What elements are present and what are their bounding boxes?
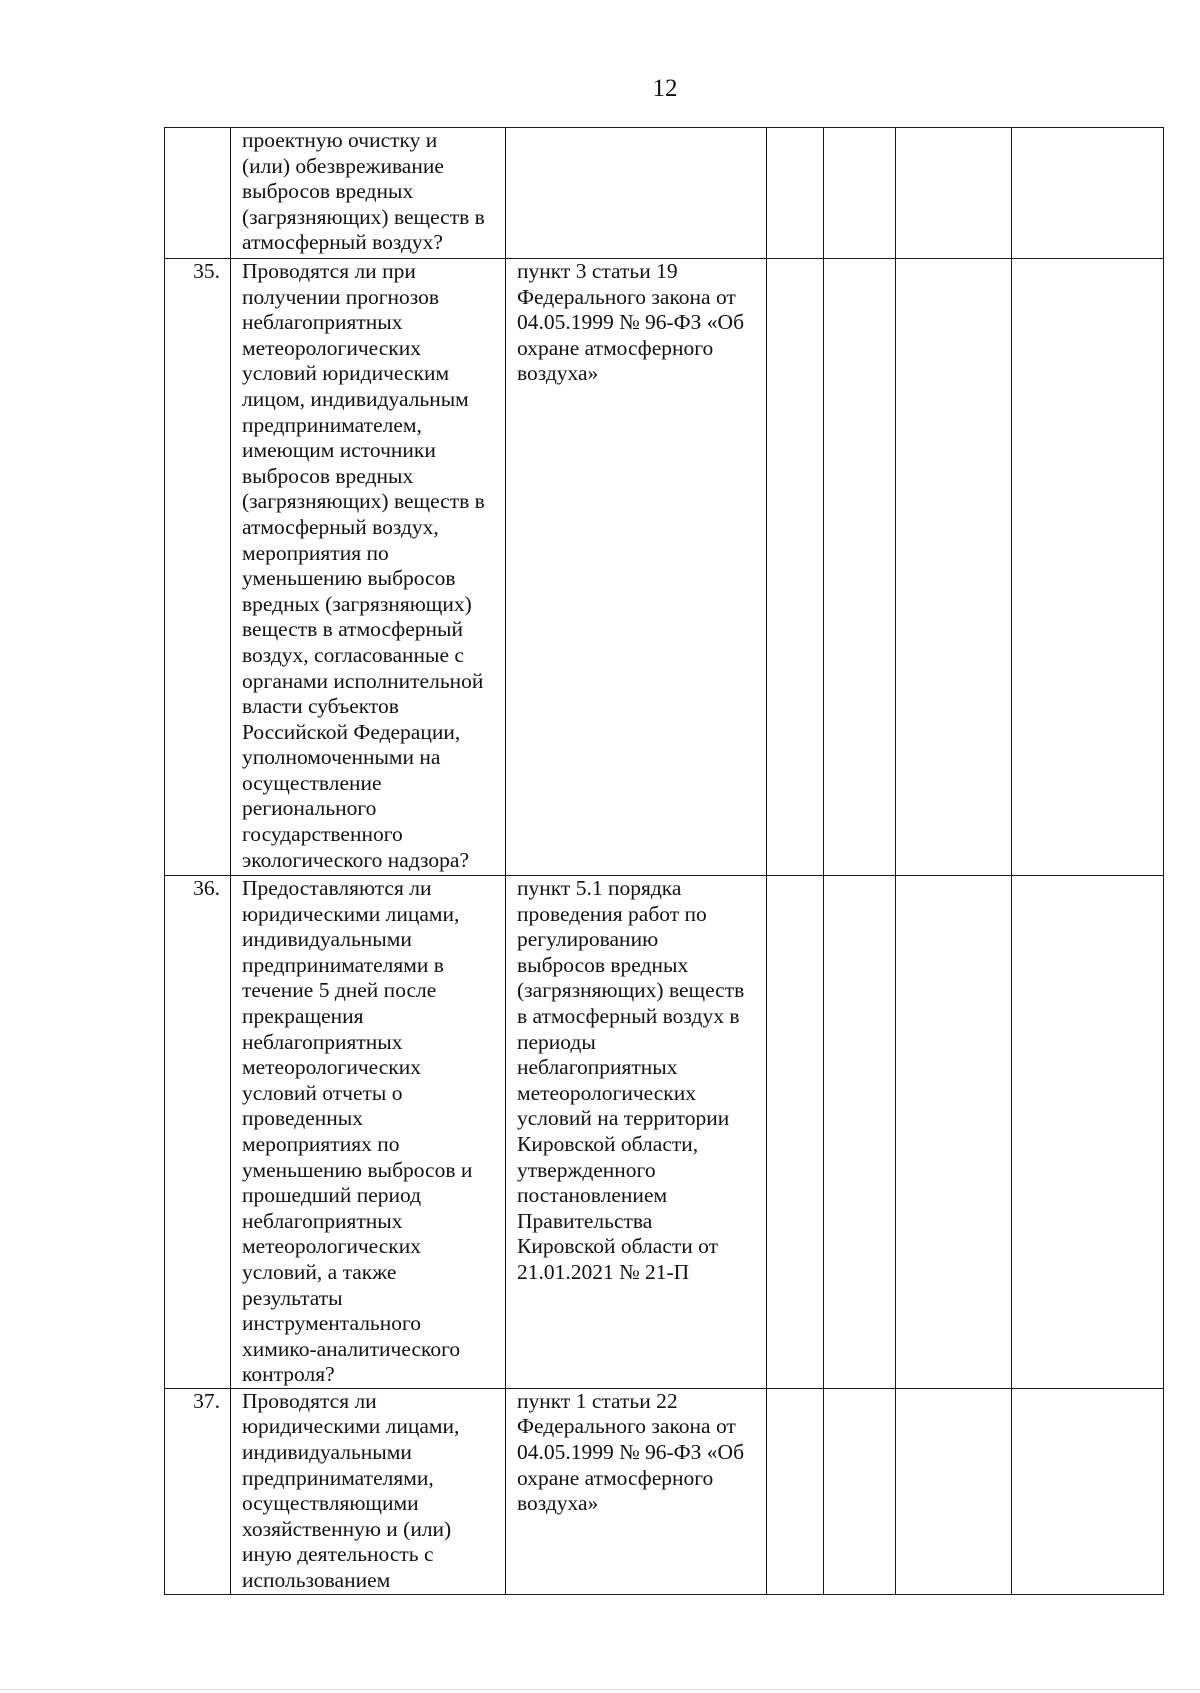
- row-number: 37.: [165, 1388, 231, 1594]
- reference-cell: [506, 1388, 767, 1594]
- not-applicable-cell: [896, 876, 1012, 1389]
- answer-yes-cell: [767, 1388, 824, 1594]
- not-applicable-cell: [896, 259, 1012, 876]
- reference-cell: [506, 128, 767, 259]
- question-cell: [231, 128, 506, 259]
- row-number: 36.: [165, 876, 231, 1389]
- answer-no-cell: [824, 128, 896, 259]
- question-text: Проводятся ли юридическими лицами, индивидуальными предпринимателями, осуществляющими хозяйственную и (или) иную деятельность с использованием: [242, 1388, 460, 1593]
- reference-text: пункт 5.1 порядка проведения работ по регулированию выбросов вредных (загрязняющих) веществ в атмосферный воздух в периоды неблагоприятных метеорологических условий на территории Кировской области, утвержденного постановлением Правительства Кировской области от 21.01.2021 № 21-П: [517, 876, 745, 1284]
- answer-no-cell: [824, 876, 896, 1389]
- not-applicable-cell: [896, 1388, 1012, 1594]
- not-applicable-cell: [896, 128, 1012, 259]
- notes-cell: [1012, 259, 1164, 876]
- reference-cell: [506, 876, 767, 1389]
- question-cell: [231, 1388, 506, 1594]
- table-row: [165, 128, 1164, 259]
- row-number: [165, 128, 231, 259]
- notes-cell: [1012, 1388, 1164, 1594]
- question-text: Предоставляются ли юридическими лицами, индивидуальными предпринимателями в течение 5 дней после прекращения неблагоприятных метеорологических условий отчеты о проведенных мероприятиях по уменьшению выбросов и прошедший период неблагоприятных метеорологических условий, а также результаты инструментального химико-аналитического контроля?: [242, 876, 473, 1387]
- page-number: 12: [652, 75, 678, 102]
- table-row: [165, 1388, 1164, 1594]
- answer-no-cell: [824, 259, 896, 876]
- question-text: Проводятся ли при получении прогнозов неблагоприятных метеорологических условий юридическим лицом, индивидуальным предпринимателем, имеющим источники выбросов вредных (загрязняющих) веществ в атмосферный воздух, мероприятия по уменьшению выбросов вредных (загрязняющих) веществ в атмосферный воздух, согласованные с органами исполнительной власти субъектов Российской Федерации, уполномоченными на осуществление регионального государственного экологического надзора?: [242, 259, 485, 872]
- row-number: 35.: [165, 259, 231, 876]
- answer-yes-cell: [767, 128, 824, 259]
- reference-text: пункт 3 статьи 19 Федерального закона от 04.05.1999 № 96-ФЗ «Об охране атмосферного воздуха»: [517, 259, 745, 386]
- notes-cell: [1012, 876, 1164, 1389]
- reference-cell: [506, 259, 767, 876]
- question-text: проектную очистку и (или) обезвреживание выбросов вредных (загрязняющих) веществ в атмосферный воздух?: [242, 128, 485, 255]
- scan-edge-line: [0, 1689, 1200, 1690]
- table-row: [165, 259, 1164, 876]
- question-cell: [231, 876, 506, 1389]
- notes-cell: [1012, 128, 1164, 259]
- question-cell: [231, 259, 506, 876]
- answer-yes-cell: [767, 259, 824, 876]
- answer-no-cell: [824, 1388, 896, 1594]
- table-row: [165, 876, 1164, 1389]
- reference-text: пункт 1 статьи 22 Федерального закона от 04.05.1999 № 96-ФЗ «Об охране атмосферного воздуха»: [517, 1388, 745, 1516]
- answer-yes-cell: [767, 876, 824, 1389]
- checklist-table: [164, 127, 1164, 1595]
